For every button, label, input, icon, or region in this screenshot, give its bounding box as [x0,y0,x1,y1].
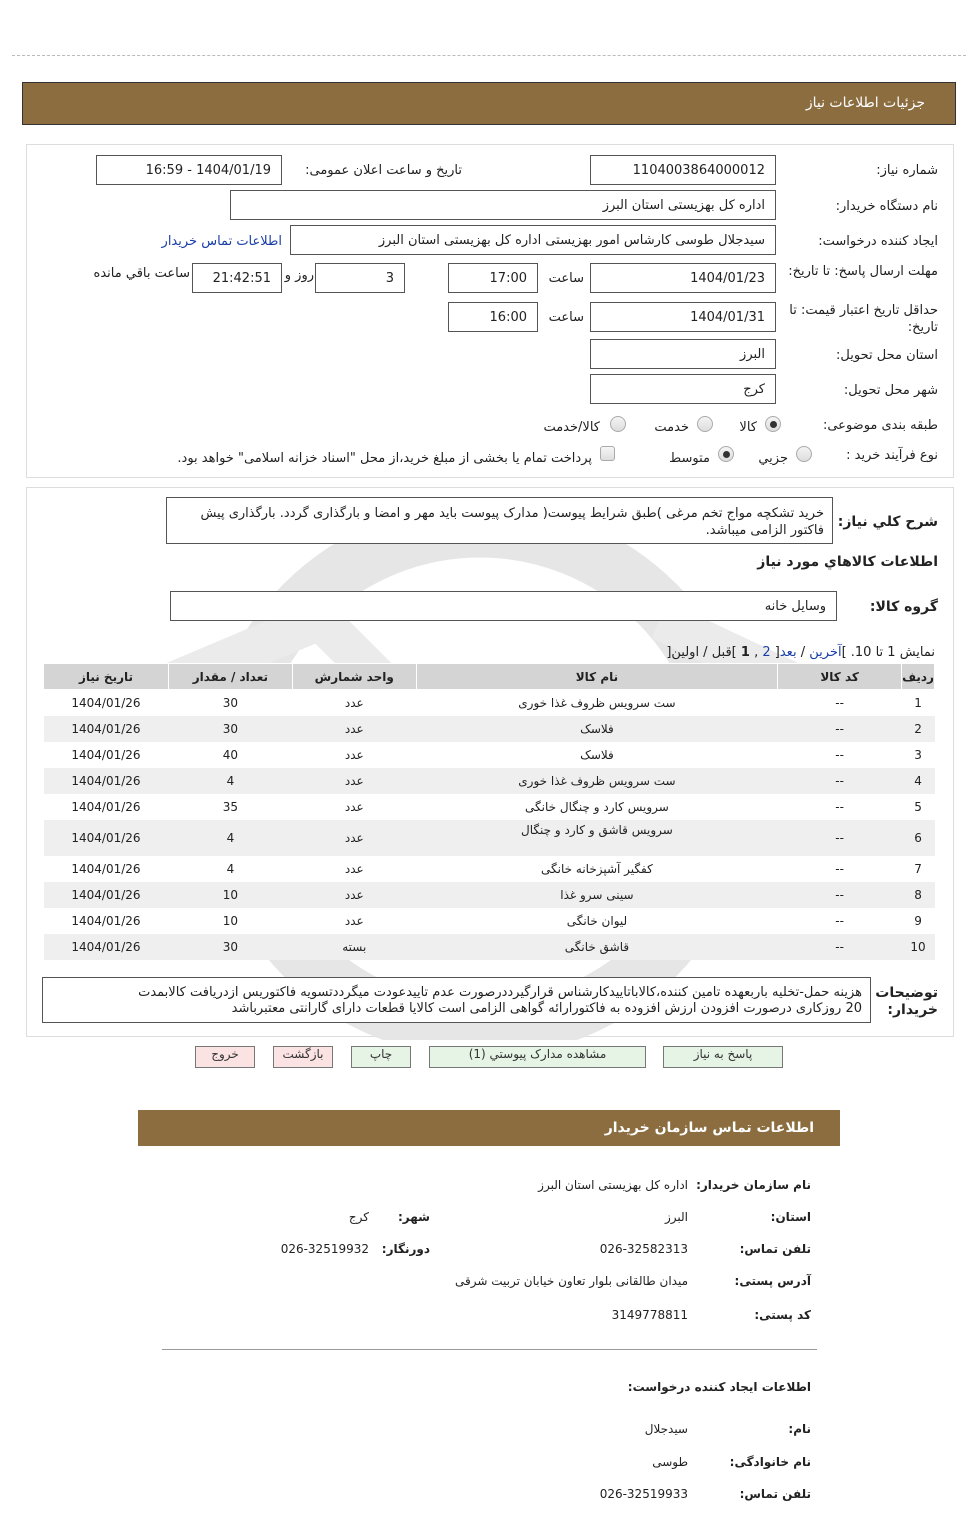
deadline-time-label: ساعت [548,271,584,286]
table-row [44,742,935,768]
contact-address-value: میدان طالقانی بلوار تعاون خیابان تربیت شرقی [455,1274,688,1288]
contact-city-label: شهر: [398,1210,430,1224]
creator-phone-value: 026-32519933 [599,1487,688,1501]
item-qty: 30 [168,934,292,960]
reply-button[interactable]: پاسخ به نیاز [663,1046,783,1068]
pagination-next-link[interactable]: بعد [779,645,797,660]
validity-time-field: 16:00 [448,302,538,332]
org-name-label: نام سازمان خریدار: [696,1178,811,1192]
table-row [44,908,935,934]
contact-fax-label: دورنگار: [381,1242,430,1256]
pagination-suffix: ]قبل / اولین[ [666,645,741,660]
item-qty: 10 [168,882,292,908]
item-name: کفگیر آشپزخانه خانگی [416,856,778,882]
row-number: 4 [902,768,935,794]
category-label: طبقه بندی موضوعی: [822,418,938,433]
category-goods-radio[interactable] [765,416,781,432]
province-label: استان محل تحویل: [836,348,938,363]
notes-label-1: توضیحات [875,985,938,1001]
page-header [22,82,956,125]
item-date: 1404/01/26 [44,794,169,820]
view-attachments-button[interactable]: مشاهده مدارک پیوستي (1) [429,1046,646,1068]
announce-field: 1404/01/19 - 16:59 [96,155,282,185]
item-date: 1404/01/26 [44,908,169,934]
col-qty: تعداد / مقدار [168,664,292,690]
pagination-sep: / [796,645,810,660]
contact-phone-label: تلفن تماس: [739,1242,811,1256]
goods-group-label: گروه کالا: [869,599,938,615]
contact-province-value: البرز [664,1210,688,1224]
table-row [44,934,935,960]
row-number: 9 [902,908,935,934]
remaining-time-field: 21:42:51 [192,263,282,293]
pagination-prefix: نمایش 1 تا 10. ] [841,645,935,660]
item-date: 1404/01/26 [44,934,169,960]
item-name: لیوان خانگی [416,908,778,934]
creator-family-label: نام خانوادگی: [729,1455,811,1469]
col-unit: واحد شمارش [292,664,416,690]
item-unit: عدد [292,742,416,768]
table-row [44,768,935,794]
item-qty: 4 [168,820,292,856]
items-table [43,663,935,960]
creator-info-title: اطلاعات ایجاد کننده درخواست: [627,1380,811,1394]
back-button[interactable]: بازگشت [273,1046,333,1068]
buyer-field: اداره کل بهزیستی استان البرز [230,190,776,220]
row-number: 1 [902,690,935,716]
row-number: 3 [902,742,935,768]
table-row [44,820,935,856]
pagination-comma: , [754,645,763,660]
contact-postal-label: کد پستی: [754,1308,811,1322]
item-name: سرویس کارد و چنگال خانگی [416,794,778,820]
need-no-label: شماره نیاز: [876,163,938,178]
category-service-radio[interactable] [697,416,713,432]
item-code: -- [778,882,902,908]
category-both-radio[interactable] [610,416,626,432]
item-qty: 35 [168,794,292,820]
contact-address-label: آدرس پستی: [734,1274,811,1288]
creator-label: ایجاد کننده درخواست: [818,234,938,249]
process-label: نوع فرآیند خرید : [846,448,938,463]
item-unit: عدد [292,716,416,742]
contact-fax-value: 026-32519932 [280,1242,369,1256]
item-date: 1404/01/26 [44,856,169,882]
col-code: کد کالا [778,664,902,690]
process-medium-radio[interactable] [718,446,734,462]
process-minor-label: جزیي [758,451,788,466]
item-name: سینی سرو غذا [416,882,778,908]
item-code: -- [778,768,902,794]
deadline-time-field: 17:00 [448,263,538,293]
process-minor-radio[interactable] [796,446,812,462]
process-medium-label: متوسط [669,451,710,466]
item-qty: 4 [168,768,292,794]
notes-label-2: خریدار: [887,1002,938,1018]
col-row: ردیف [902,664,935,690]
buyer-label: نام دستگاه خریدار: [835,199,938,214]
item-unit: عدد [292,768,416,794]
description-label: شرح كلي نياز: [837,514,938,530]
contact-postal-value: 3149778811 [611,1308,688,1322]
item-date: 1404/01/26 [44,716,169,742]
item-date: 1404/01/26 [44,820,169,856]
row-number: 6 [902,820,935,856]
remaining-label: ساعت باقي مانده [93,266,190,281]
contact-province-label: استان: [770,1210,811,1224]
creator-name-value: سیدجلال [644,1422,688,1436]
pagination-last-link[interactable]: آخرین [809,645,842,660]
org-name-value: اداره کل بهزیستی استان البرز [538,1178,688,1192]
item-name: قاشق خانگی [416,934,778,960]
goods-info-title: اطلاعات كالاهاي مورد نياز [757,554,938,570]
item-qty: 30 [168,716,292,742]
item-unit: عدد [292,856,416,882]
item-qty: 30 [168,690,292,716]
item-code: -- [778,794,902,820]
col-name: نام کالا [416,664,778,690]
item-unit: عدد [292,882,416,908]
validity-label: حداقل تاریخ اعتبار قیمت: تا تاریخ: [789,303,938,335]
deadline-label: مهلت ارسال پاسخ: تا تاریخ: [788,264,938,279]
item-name: فلاسک [416,716,778,742]
table-row [44,856,935,882]
exit-button[interactable]: خروج [195,1046,255,1068]
top-divider [12,55,966,56]
col-date: تاریخ نیاز [44,664,169,690]
items-body [44,690,935,960]
description-box: خرید تشکچه مواج تخم مرغی )طبق شرایط پیوست( مدارک پیوست باید مهر و امضا و بارگذاری گردد. بارگذاری پیش فاکتور الزامی میباشد. [166,497,833,544]
pagination-bracket: [ [770,645,780,660]
table-row [44,882,935,908]
item-qty: 40 [168,742,292,768]
city-label: شهر محل تحویل: [843,383,938,398]
buyer-notes-line-1: هزینه حمل-تخلیه باربعهده تامین کننده،کالاباتاییدکارشناس قرارگیرددرصورت عدم تاییدعودت میگرددتسویه فاکتوریس ازدریافت کالابمدت [138,985,862,1000]
item-code: -- [778,934,902,960]
contact-phone-value: 026-32582313 [599,1242,688,1256]
pagination-page-2[interactable]: 2 [762,645,771,660]
item-qty: 10 [168,908,292,934]
creator-field: سیدجلال طوسی کارشاس امور بهزیستی اداره کل بهزیستی استان البرز [290,225,776,255]
category-both-label: کالا/خدمت [543,420,600,435]
contact-section-title: اطلاعات تماس سازمان خریدار [604,1120,814,1136]
pagination [666,645,935,660]
item-code: -- [778,908,902,934]
validity-date-field: 1404/01/31 [590,302,776,332]
item-unit: عدد [292,908,416,934]
print-button[interactable]: چاپ [351,1046,411,1068]
days-label: روز و [284,268,314,283]
contact-city-value: کرج [348,1210,369,1224]
item-code: -- [778,856,902,882]
row-number: 10 [902,934,935,960]
validity-time-label: ساعت [548,310,584,325]
table-row [44,716,935,742]
province-field: البرز [590,339,776,369]
item-name: ست سرویس ظروف غذا خوری [416,690,778,716]
item-date: 1404/01/26 [44,690,169,716]
buyer-notes-line-2: 20 روزکاری درصورت افزودن ارزش افزوده به فاکتورارائه گواهی الزامی است کالایا قطعات دارای گارانتی معتبرباشد [231,1001,862,1016]
days-field: 3 [315,263,405,293]
item-unit: عدد [292,794,416,820]
item-unit: عدد [292,820,416,856]
row-number: 5 [902,794,935,820]
table-header-row [44,664,935,690]
item-unit: بسته [292,934,416,960]
row-number: 2 [902,716,935,742]
buyer-contact-link[interactable]: اطلاعات تماس خریدار [161,234,282,249]
creator-phone-label: تلفن تماس: [739,1487,811,1501]
item-date: 1404/01/26 [44,742,169,768]
creator-family-value: طوسی [652,1455,688,1469]
table-row [44,690,935,716]
category-service-label: خدمت [654,420,689,435]
deadline-date-field: 1404/01/23 [590,263,776,293]
item-code: -- [778,820,902,856]
contact-section-header [138,1110,840,1146]
item-date: 1404/01/26 [44,768,169,794]
need-no-field: 1104003864000012 [590,155,776,185]
item-code: -- [778,690,902,716]
item-date: 1404/01/26 [44,882,169,908]
item-code: -- [778,716,902,742]
creator-name-label: نام: [788,1422,811,1436]
table-row [44,794,935,820]
item-name: ست سرویس ظروف غذا خوری [416,768,778,794]
page-title: جزئیات اطلاعات نیاز [805,95,925,111]
contact-divider [162,1349,817,1350]
pagination-page-1: 1 [740,645,750,660]
item-name: سرویس قاشق و کارد و چنگال [416,820,778,856]
row-number: 7 [902,856,935,882]
category-goods-label: کالا [739,420,757,435]
item-qty: 4 [168,856,292,882]
row-number: 8 [902,882,935,908]
payment-note: پرداخت تمام یا بخشی از مبلغ خرید،از محل "اسناد خزانه اسلامی" خواهد بود. [177,451,592,466]
city-field: کرج [590,374,776,404]
announce-label: تاریخ و ساعت اعلان عمومی: [305,163,462,178]
buyer-notes-box [42,977,871,1023]
item-code: -- [778,742,902,768]
treasury-payment-checkbox[interactable] [600,446,615,461]
goods-group-field: وسایل خانه [170,591,837,621]
item-unit: عدد [292,690,416,716]
item-name: فلاسک [416,742,778,768]
